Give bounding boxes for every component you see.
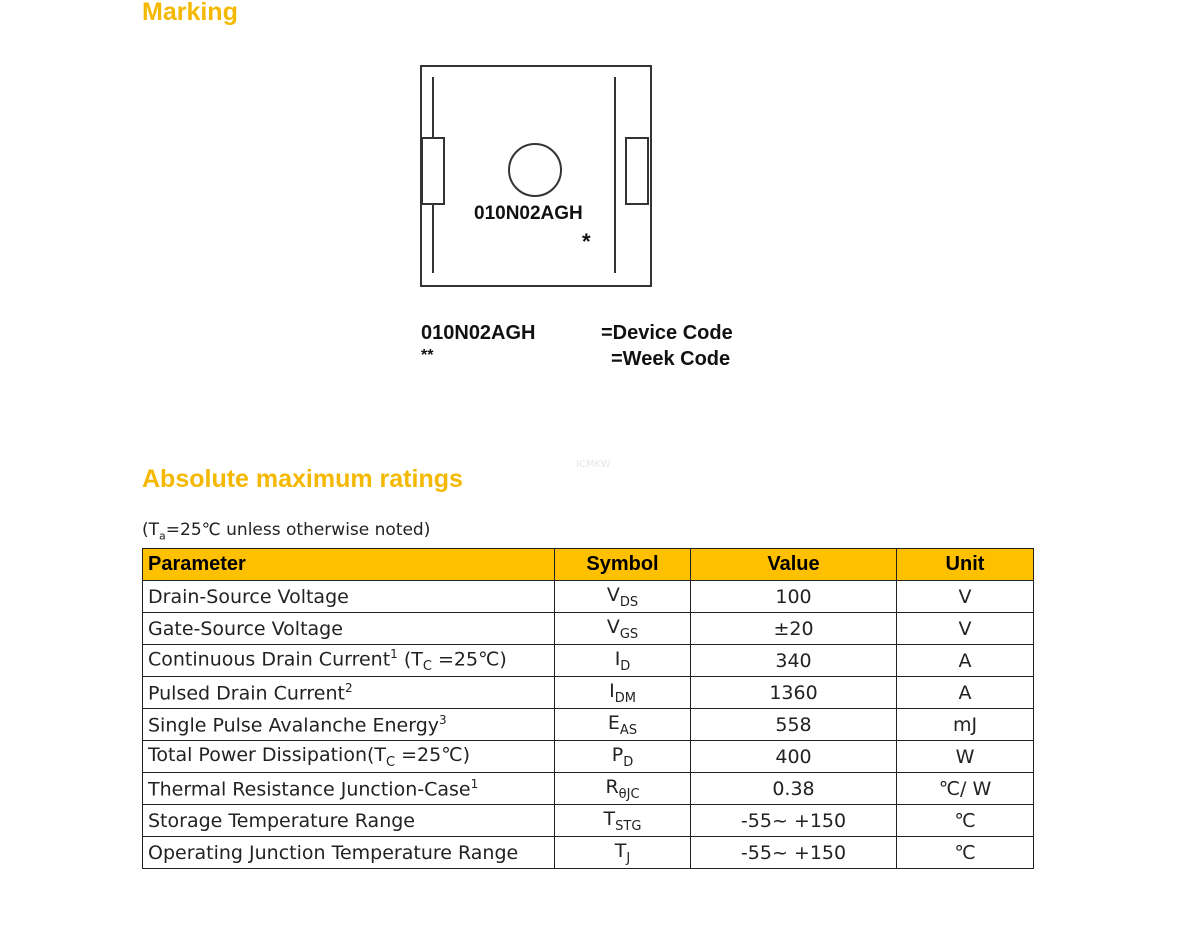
ratings-condition-note: ($T_a=25℃$ unless otherwise noted) bbox=[142, 520, 431, 543]
symbol-cell: $E_{AS}$ bbox=[555, 709, 691, 741]
col-header-unit: Unit bbox=[897, 549, 1034, 581]
param-cell: Gate-Source Voltage bbox=[143, 613, 555, 645]
table-row bbox=[143, 709, 1034, 741]
ratings-heading: Absolute maximum ratings bbox=[142, 465, 463, 493]
ratings-table bbox=[142, 548, 1034, 869]
unit-cell: W bbox=[897, 741, 1034, 773]
package-marking-drawing bbox=[420, 65, 652, 287]
value-cell: 1360 bbox=[691, 677, 897, 709]
package-device-code: 010N02AGH bbox=[474, 203, 583, 224]
marking-heading: Marking bbox=[142, 0, 238, 26]
param-cell: Thermal Resistance Junction-Case$^1$ bbox=[143, 773, 555, 805]
unit-cell: ℃/ W bbox=[897, 773, 1034, 805]
param-cell: Single Pulse Avalanche Energy$^3$ bbox=[143, 709, 555, 741]
param-cell: Total Power $Dissipation(T_C$ =25℃) bbox=[143, 741, 555, 773]
param-cell: Pulsed Drain Current$^2$ bbox=[143, 677, 555, 709]
unit-cell: V bbox=[897, 613, 1034, 645]
legend-week-stars: ** bbox=[421, 347, 434, 364]
value-cell: 100 bbox=[691, 581, 897, 613]
symbol-cell: $P_D$ bbox=[555, 741, 691, 773]
table-row bbox=[143, 741, 1034, 773]
symbol-cell: $V_{GS}$ bbox=[555, 613, 691, 645]
table-header-row bbox=[143, 549, 1034, 581]
table-row bbox=[143, 773, 1034, 805]
value-cell: -55~ +150 bbox=[691, 837, 897, 869]
table-row bbox=[143, 837, 1034, 869]
symbol-cell: $V_{DS}$ bbox=[555, 581, 691, 613]
watermark: ICMKW bbox=[576, 459, 611, 470]
table-row bbox=[143, 613, 1034, 645]
unit-cell: mJ bbox=[897, 709, 1034, 741]
table-row bbox=[143, 805, 1034, 837]
table-row bbox=[143, 645, 1034, 677]
table-row bbox=[143, 677, 1034, 709]
package-right-tab bbox=[625, 137, 649, 205]
symbol-cell: $T_J$ bbox=[555, 837, 691, 869]
symbol-cell: $I_{DM}$ bbox=[555, 677, 691, 709]
value-cell: ±20 bbox=[691, 613, 897, 645]
legend-device-code-desc: =Device Code bbox=[601, 322, 733, 344]
package-left-tab bbox=[421, 137, 445, 205]
value-cell: 0.38 bbox=[691, 773, 897, 805]
pin1-circle-icon bbox=[508, 143, 562, 197]
param-cell: Operating Junction Temperature Range bbox=[143, 837, 555, 869]
value-cell: 558 bbox=[691, 709, 897, 741]
legend-device-code: 010N02AGH bbox=[421, 322, 536, 344]
col-header-parameter: Parameter bbox=[143, 549, 555, 581]
param-cell: Storage Temperature Range bbox=[143, 805, 555, 837]
param-cell: Drain-Source Voltage bbox=[143, 581, 555, 613]
unit-cell: ℃ bbox=[897, 805, 1034, 837]
table-row bbox=[143, 581, 1034, 613]
value-cell: -55~ +150 bbox=[691, 805, 897, 837]
value-cell: 400 bbox=[691, 741, 897, 773]
unit-cell: A bbox=[897, 645, 1034, 677]
legend-week-code-desc: =Week Code bbox=[611, 348, 731, 370]
value-cell: 340 bbox=[691, 645, 897, 677]
symbol-cell: $R_{\theta JC}$ bbox=[555, 773, 691, 805]
col-header-value: Value bbox=[691, 549, 897, 581]
symbol-cell: $T_{STG}$ bbox=[555, 805, 691, 837]
package-week-mark: * bbox=[582, 229, 591, 254]
unit-cell: ℃ bbox=[897, 837, 1034, 869]
col-header-symbol: Symbol bbox=[555, 549, 691, 581]
symbol-cell: $I_D$ bbox=[555, 645, 691, 677]
param-cell: Continuous Drain Current$^1$ ($T_C$ =25℃) bbox=[143, 645, 555, 677]
unit-cell: V bbox=[897, 581, 1034, 613]
unit-cell: A bbox=[897, 677, 1034, 709]
